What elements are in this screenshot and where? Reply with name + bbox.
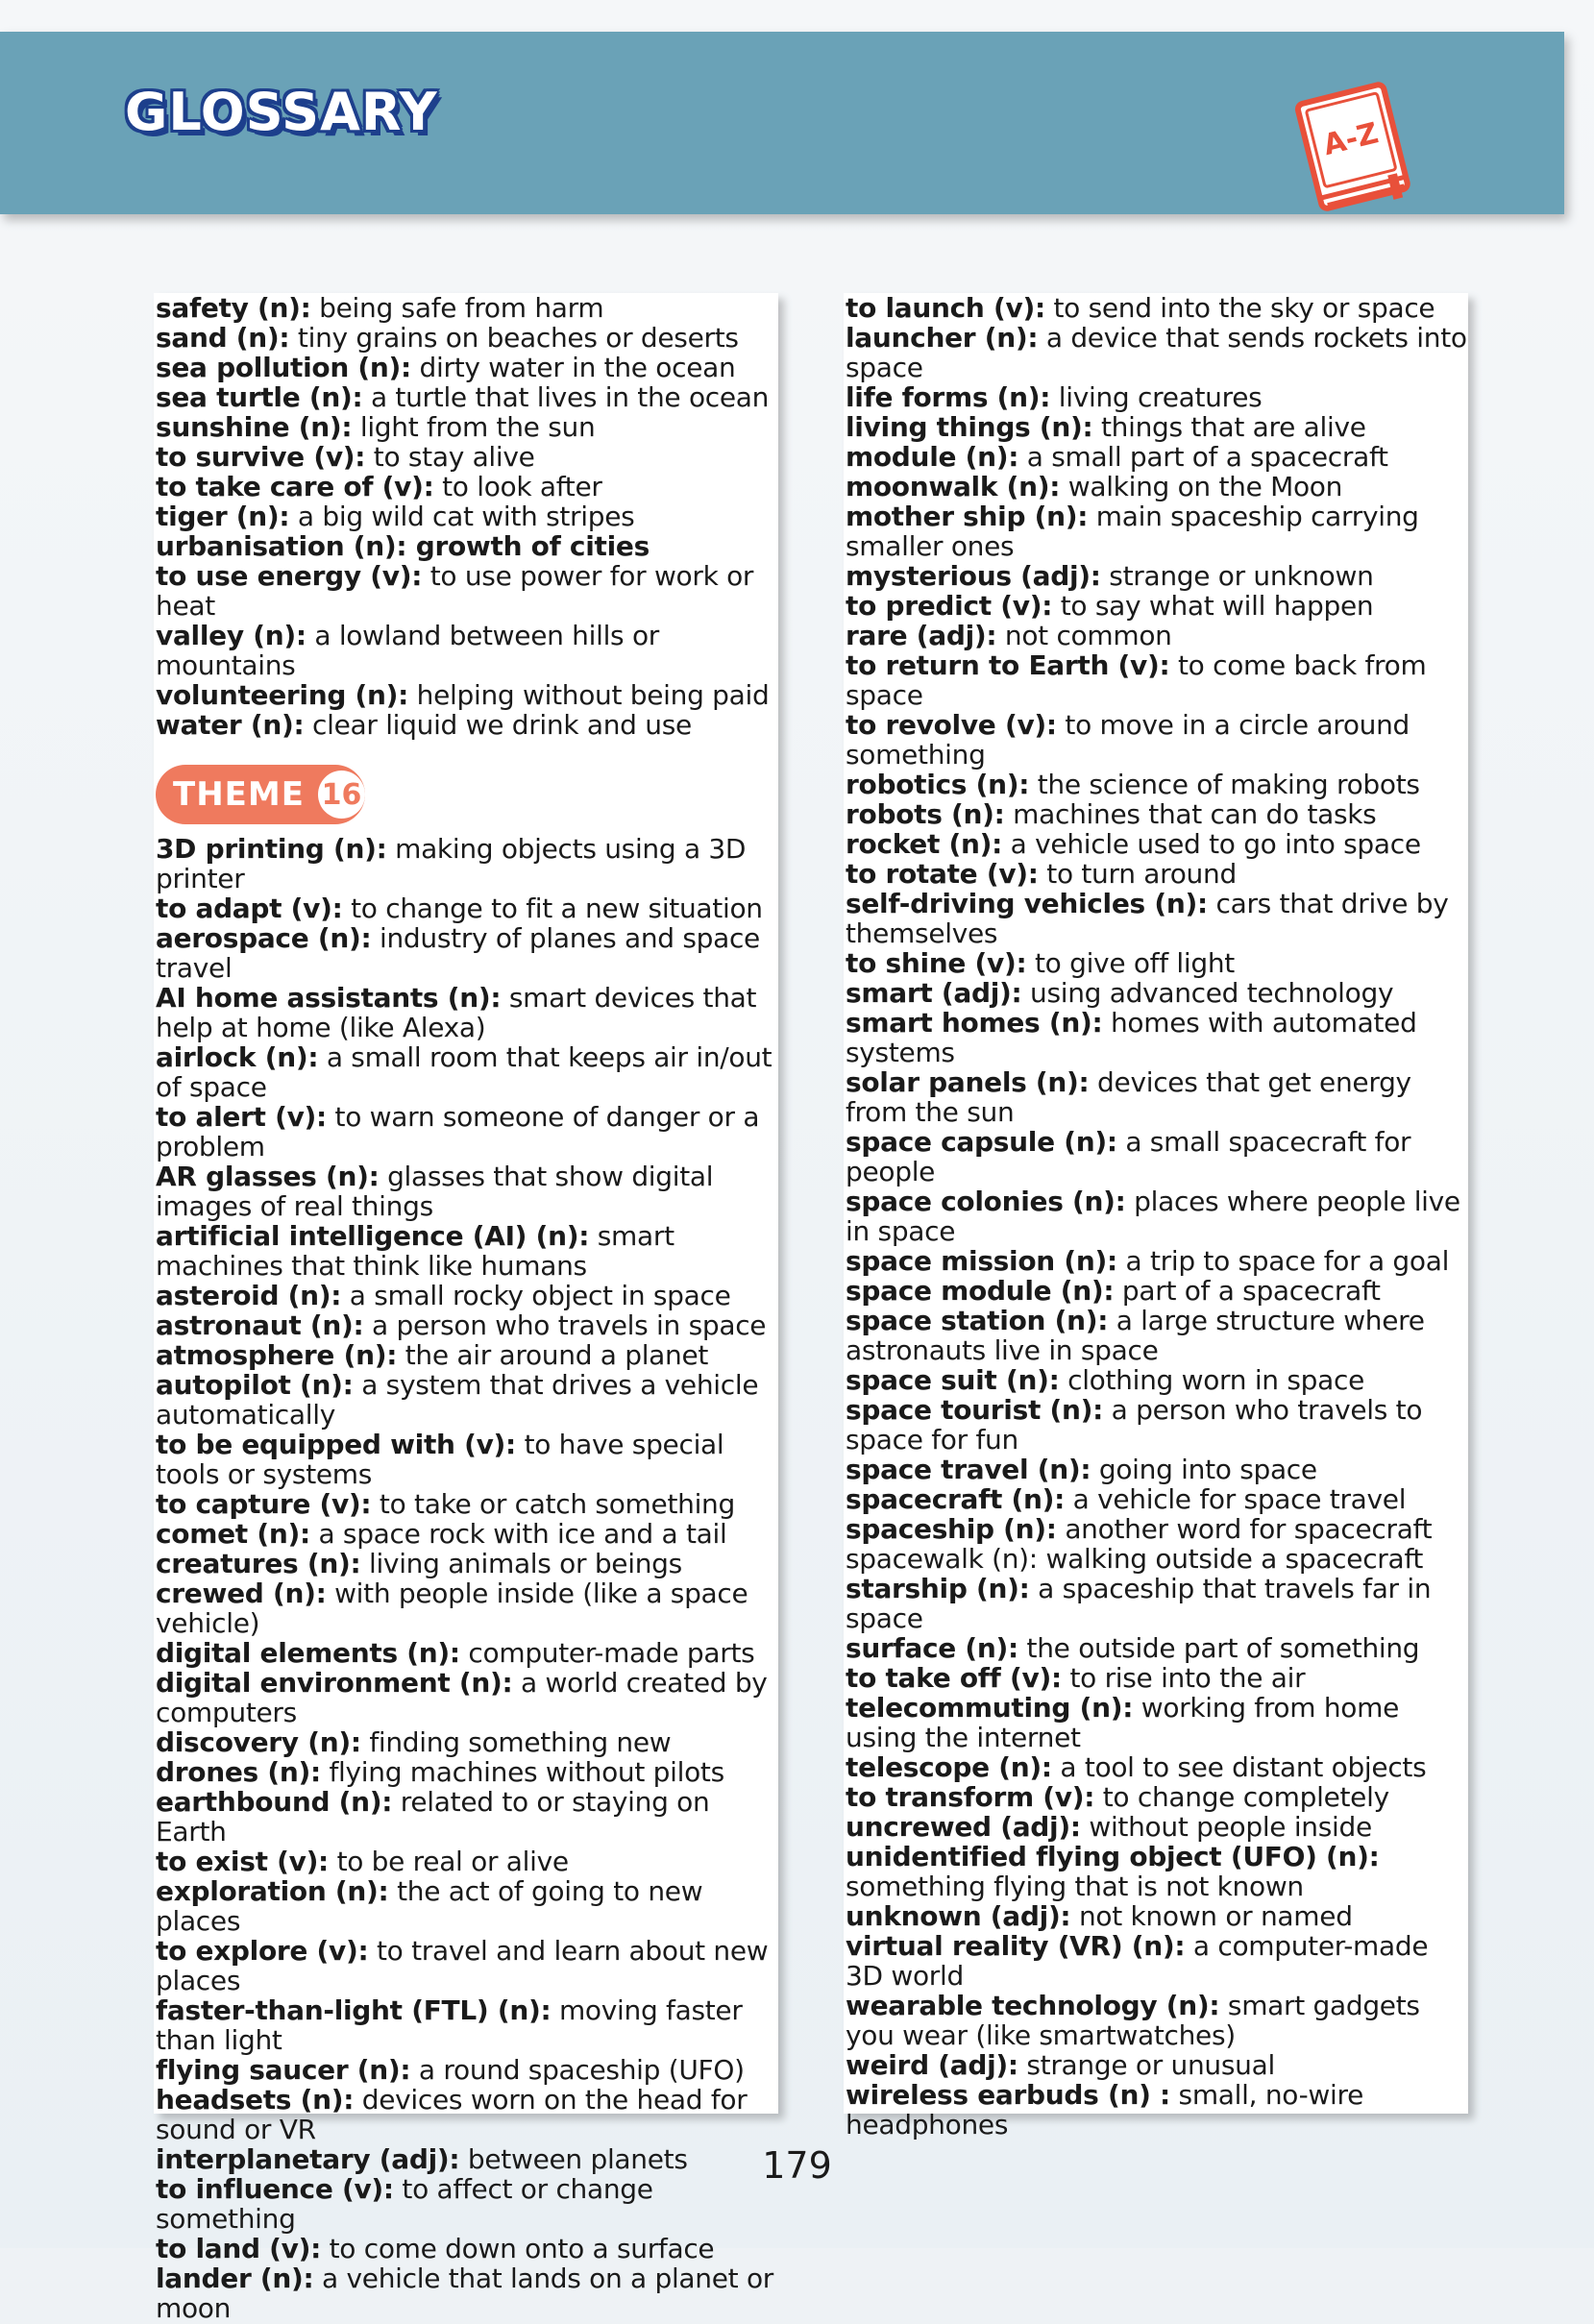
entry-definition: between planets bbox=[459, 2143, 688, 2175]
glossary-entry bbox=[156, 1221, 778, 1281]
entry-definition: not common bbox=[996, 620, 1172, 651]
glossary-entry bbox=[156, 893, 778, 923]
entry-definition: walking on the Moon bbox=[1060, 471, 1343, 502]
entry-term: to alert (v): bbox=[156, 1101, 327, 1133]
entry-definition: places where people live in space bbox=[846, 1186, 1460, 1247]
entry-definition: a vehicle for space travel bbox=[1065, 1483, 1407, 1515]
glossary-entry bbox=[156, 1519, 778, 1549]
entry-definition: a lowland between hills or mountains bbox=[156, 620, 659, 681]
glossary-entry bbox=[846, 412, 1468, 442]
entry-definition: to travel and learn about new places bbox=[156, 1935, 769, 1996]
glossary-entry bbox=[846, 1186, 1468, 1246]
glossary-entry bbox=[846, 1693, 1468, 1752]
entry-term: water (n): bbox=[156, 709, 305, 741]
entry-definition: flying machines without pilots bbox=[320, 1756, 724, 1788]
entry-term: launcher (n): bbox=[846, 322, 1039, 354]
entry-term: weird (adj): bbox=[846, 2049, 1018, 2081]
entry-term: surface (n): bbox=[846, 1632, 1018, 1664]
glossary-entry bbox=[156, 1430, 778, 1489]
entry-term: life forms (n): bbox=[846, 381, 1051, 413]
entry-term: telecommuting (n): bbox=[846, 1692, 1134, 1724]
glossary-entry bbox=[846, 621, 1468, 650]
entry-term: digital environment (n): bbox=[156, 1667, 513, 1699]
glossary-entry bbox=[156, 1847, 778, 1876]
entry-definition: to affect or change something bbox=[156, 2173, 653, 2235]
entry-term: space travel (n): bbox=[846, 1454, 1091, 1485]
entry-definition: a small part of a spacecraft bbox=[1018, 441, 1388, 473]
entry-definition: to send into the sky or space bbox=[1044, 292, 1435, 324]
glossary-entry bbox=[156, 834, 778, 893]
glossary-entry bbox=[156, 1281, 778, 1310]
entry-definition: a person who travels in space bbox=[363, 1309, 767, 1341]
glossary-entry bbox=[156, 983, 778, 1042]
entry-term: airlock (n): bbox=[156, 1041, 319, 1073]
entry-definition: a spaceship that travels far in space bbox=[846, 1573, 1432, 1634]
glossary-entry bbox=[156, 710, 778, 740]
entry-term: creatures (n): bbox=[156, 1548, 361, 1579]
page-number: 179 bbox=[762, 2144, 832, 2187]
entry-definition: a big wild cat with stripes bbox=[289, 501, 635, 532]
entry-term: earthbound (n): bbox=[156, 1786, 393, 1818]
glossary-entry bbox=[846, 799, 1468, 829]
glossary-entry bbox=[846, 1008, 1468, 1067]
entry-definition: to rise into the air bbox=[1061, 1662, 1306, 1694]
right-entry-list bbox=[846, 293, 1468, 2140]
entry-term: AR glasses (n): bbox=[156, 1161, 380, 1192]
entry-term: to be equipped with (v): bbox=[156, 1429, 516, 1460]
entry-definition: making objects using a 3D printer bbox=[156, 833, 747, 894]
glossary-entry bbox=[156, 1310, 778, 1340]
entry-definition: to be real or alive bbox=[328, 1846, 569, 1877]
entry-definition: related to or staying on Earth bbox=[156, 1786, 710, 1847]
entry-definition: small, no-wire headphones bbox=[846, 2079, 1364, 2141]
entry-term: 3D printing (n): bbox=[156, 833, 387, 865]
entry-term: module (n): bbox=[846, 441, 1019, 473]
entry-term: sand (n): bbox=[156, 322, 290, 354]
glossary-entry bbox=[846, 2050, 1468, 2080]
entry-definition: to come back from space bbox=[846, 649, 1427, 711]
entry-term: to influence (v): bbox=[156, 2173, 394, 2205]
glossary-entry bbox=[846, 1842, 1468, 1901]
glossary-entry bbox=[846, 859, 1468, 889]
glossary-entry bbox=[846, 1663, 1468, 1693]
entry-definition: with people inside (like a space vehicle) bbox=[156, 1578, 748, 1639]
entry-term: to take care of (v): bbox=[156, 471, 434, 502]
entry-term: space module (n): bbox=[846, 1275, 1115, 1307]
entry-definition: a space rock with ice and a tail bbox=[309, 1518, 727, 1550]
entry-term: discovery (n): bbox=[156, 1726, 361, 1758]
glossary-entry bbox=[156, 2234, 778, 2263]
entry-definition: to use power for work or heat bbox=[156, 560, 754, 622]
entry-term: lander (n): bbox=[156, 2263, 314, 2294]
entry-term: self-driving vehicles (n): bbox=[846, 888, 1208, 919]
entry-definition: moving faster than light bbox=[156, 1994, 743, 2056]
entry-definition: a large structure where astronauts live in space bbox=[846, 1305, 1425, 1366]
entry-definition: main spaceship carrying smaller ones bbox=[846, 501, 1419, 562]
entry-term: to transform (v): bbox=[846, 1781, 1095, 1813]
entry-definition: a vehicle used to go into space bbox=[1002, 828, 1421, 860]
glossary-entry bbox=[156, 1995, 778, 2055]
entry-term: to take off (v): bbox=[846, 1662, 1062, 1694]
glossary-entry bbox=[846, 770, 1468, 799]
entry-term: to predict (v): bbox=[846, 590, 1053, 622]
entry-definition: a turtle that lives in the ocean bbox=[362, 381, 770, 413]
entry-definition: homes with automated systems bbox=[846, 1007, 1417, 1068]
entry-term: safety (n): bbox=[156, 292, 311, 324]
entry-definition: a tool to see distant objects bbox=[1051, 1751, 1427, 1783]
glossary-entry bbox=[846, 1067, 1468, 1127]
glossary-entry bbox=[156, 412, 778, 442]
entry-definition: going into space bbox=[1091, 1454, 1317, 1485]
entry-definition: something flying that is not known bbox=[846, 1871, 1304, 1902]
entry-term: crewed (n): bbox=[156, 1578, 327, 1609]
glossary-entry bbox=[156, 323, 778, 353]
entry-definition: devices that get energy from the sun bbox=[846, 1066, 1411, 1128]
entry-term: rare (adj): bbox=[846, 620, 997, 651]
entry-definition: to say what will happen bbox=[1052, 590, 1374, 622]
entry-term: tiger (n): bbox=[156, 501, 290, 532]
glossary-entry bbox=[846, 889, 1468, 948]
entry-definition: to stay alive bbox=[365, 441, 535, 473]
glossary-entry bbox=[156, 1757, 778, 1787]
glossary-entry bbox=[156, 1638, 778, 1668]
glossary-entry bbox=[156, 1578, 778, 1638]
entry-definition: a system that drives a vehicle automatically bbox=[156, 1369, 759, 1431]
glossary-entry bbox=[156, 2085, 778, 2144]
entry-term: asteroid (n): bbox=[156, 1280, 342, 1311]
entry-term: to adapt (v): bbox=[156, 893, 343, 924]
glossary-entry bbox=[156, 1370, 778, 1430]
entry-definition: smart gadgets you wear (like smartwatches) bbox=[846, 1990, 1420, 2051]
entry-definition: smart machines that think like humans bbox=[156, 1220, 674, 1282]
entry-definition: being safe from harm bbox=[310, 292, 604, 324]
entry-term: robotics (n): bbox=[846, 769, 1030, 800]
glossary-entry bbox=[156, 1876, 778, 1936]
glossary-entry bbox=[156, 2263, 778, 2323]
dictionary-book-icon bbox=[1287, 75, 1422, 219]
entry-definition: smart devices that help at home (like Alexa) bbox=[156, 982, 757, 1043]
entry-term: space station (n): bbox=[846, 1305, 1109, 1336]
entry-term: sea pollution (n): bbox=[156, 352, 411, 383]
entry-definition: another word for spacecraft bbox=[1056, 1513, 1433, 1545]
entry-term: virtual reality (VR) (n): bbox=[846, 1930, 1186, 1962]
entry-definition: to give off light bbox=[1026, 947, 1235, 979]
entry-definition: to have special tools or systems bbox=[156, 1429, 724, 1490]
entry-term: to revolve (v): bbox=[846, 709, 1057, 741]
entry-definition: the air around a planet bbox=[397, 1339, 709, 1371]
glossary-entry bbox=[846, 1276, 1468, 1306]
entry-term: aerospace (n): bbox=[156, 922, 372, 954]
glossary-entry bbox=[846, 382, 1468, 412]
entry-term: telescope (n): bbox=[846, 1751, 1052, 1783]
glossary-entry bbox=[846, 650, 1468, 710]
glossary-entry bbox=[846, 1574, 1468, 1633]
entry-term: wearable technology (n): bbox=[846, 1990, 1220, 2021]
entry-definition: a small room that keeps air in/out of space bbox=[156, 1041, 772, 1103]
entry-definition: a round spaceship (UFO) bbox=[410, 2054, 745, 2086]
entry-definition: using advanced technology bbox=[1021, 977, 1394, 1009]
entry-definition: not known or named bbox=[1070, 1900, 1353, 1932]
entry-term: drones (n): bbox=[156, 1756, 321, 1788]
glossary-entry bbox=[846, 948, 1468, 978]
entry-term: space mission (n): bbox=[846, 1245, 1117, 1277]
glossary-entry bbox=[846, 323, 1468, 382]
entry-term: to survive (v): bbox=[156, 441, 366, 473]
glossary-entry bbox=[846, 1931, 1468, 1991]
glossary-entry bbox=[846, 1306, 1468, 1365]
entry-definition: machines that can do tasks bbox=[1004, 798, 1377, 830]
entry-definition: a trip to space for a goal bbox=[1116, 1245, 1450, 1277]
entry-term: to exist (v): bbox=[156, 1846, 329, 1877]
page-title: GLOSSARY bbox=[125, 82, 438, 142]
entry-definition: a vehicle that lands on a planet or moon bbox=[156, 2263, 773, 2324]
entry-term: sunshine (n): bbox=[156, 411, 353, 443]
entry-term: solar panels (n): bbox=[846, 1066, 1090, 1098]
entry-term: robots (n): bbox=[846, 798, 1005, 830]
glossary-entry bbox=[846, 561, 1468, 591]
glossary-entry bbox=[846, 1991, 1468, 2050]
entry-term: spaceship (n): bbox=[846, 1513, 1057, 1545]
entry-term: space capsule (n): bbox=[846, 1126, 1117, 1158]
glossary-entry bbox=[846, 1782, 1468, 1812]
entry-definition: a small rocky object in space bbox=[341, 1280, 731, 1311]
glossary-entry bbox=[156, 501, 778, 531]
entry-definition: strange or unknown bbox=[1100, 560, 1374, 592]
entry-definition: the act of going to new places bbox=[156, 1875, 703, 1937]
glossary-entry bbox=[846, 1127, 1468, 1186]
entry-term: unidentified flying object (UFO) (n): bbox=[846, 1841, 1380, 1872]
entry-term: smart homes (n): bbox=[846, 1007, 1103, 1039]
entry-term: to explore (v): bbox=[156, 1935, 369, 1967]
glossary-entry bbox=[156, 472, 778, 501]
entry-definition: working from home using the internet bbox=[846, 1692, 1400, 1753]
entry-definition: things that are alive bbox=[1092, 411, 1366, 443]
entry-term: rocket (n): bbox=[846, 828, 1003, 860]
glossary-entry bbox=[846, 1395, 1468, 1455]
entry-definition: a small spacecraft for people bbox=[846, 1126, 1411, 1187]
entry-term: space tourist (n): bbox=[846, 1394, 1104, 1426]
entry-term: digital elements (n): bbox=[156, 1637, 460, 1669]
glossary-entry bbox=[846, 1901, 1468, 1931]
entry-definition: light from the sun bbox=[352, 411, 596, 443]
entry-definition: clothing worn in space bbox=[1059, 1364, 1364, 1396]
entry-term: living things (n): bbox=[846, 411, 1093, 443]
entry-definition: helping without being paid bbox=[408, 679, 770, 711]
entry-term: headsets (n): bbox=[156, 2084, 355, 2116]
entry-term: flying saucer (n): bbox=[156, 2054, 411, 2086]
glossary-entry bbox=[846, 1752, 1468, 1782]
entry-term: to use energy (v): bbox=[156, 560, 423, 592]
entry-definition: to take or catch something bbox=[371, 1488, 735, 1520]
entry-definition: to come down onto a surface bbox=[321, 2233, 715, 2264]
entry-term: smart (adj): bbox=[846, 977, 1022, 1009]
glossary-column-right bbox=[844, 292, 1468, 2141]
glossary-entry bbox=[156, 442, 778, 472]
glossary-entry bbox=[156, 621, 778, 680]
entry-term: astronaut (n): bbox=[156, 1309, 364, 1341]
entry-definition: the science of making robots bbox=[1029, 769, 1420, 800]
entry-term: artificial intelligence (AI) (n): bbox=[156, 1220, 590, 1252]
glossary-entry bbox=[846, 710, 1468, 770]
glossary-entry bbox=[156, 923, 778, 983]
entry-definition: a device that sends rockets into space bbox=[846, 322, 1467, 383]
entry-term: urbanisation (n): growth of cities bbox=[156, 530, 650, 562]
entry-term: autopilot (n): bbox=[156, 1369, 354, 1401]
entry-term: mother ship (n): bbox=[846, 501, 1089, 532]
glossary-entry bbox=[156, 1668, 778, 1727]
entry-definition: spacewalk (n): walking outside a spacecraft bbox=[846, 1543, 1424, 1575]
entry-definition: a computer-made 3D world bbox=[846, 1930, 1429, 1992]
glossary-entry bbox=[846, 2080, 1468, 2140]
entry-definition: to look after bbox=[433, 471, 602, 502]
entry-term: sea turtle (n): bbox=[156, 381, 363, 413]
glossary-entry bbox=[156, 382, 778, 412]
entry-term: to return to Earth (v): bbox=[846, 649, 1170, 681]
entry-definition: dirty water in the ocean bbox=[410, 352, 736, 383]
glossary-entry bbox=[846, 442, 1468, 472]
glossary-entry bbox=[846, 1812, 1468, 1842]
glossary-entry bbox=[156, 1787, 778, 1847]
glossary-entry bbox=[846, 1365, 1468, 1395]
glossary-entry bbox=[846, 978, 1468, 1008]
glossary-entry bbox=[846, 1514, 1468, 1544]
entry-definition: industry of planes and space travel bbox=[156, 922, 760, 984]
entry-definition: without people inside bbox=[1080, 1811, 1372, 1843]
entry-term: starship (n): bbox=[846, 1573, 1030, 1604]
entry-definition: glasses that show digital images of real things bbox=[156, 1161, 714, 1222]
glossary-entry bbox=[846, 591, 1468, 621]
glossary-entry bbox=[846, 1246, 1468, 1276]
entry-definition: tiny grains on beaches or deserts bbox=[289, 322, 739, 354]
glossary-entry bbox=[846, 1484, 1468, 1514]
theme-number: 16 bbox=[318, 771, 365, 819]
glossary-entry bbox=[156, 561, 778, 621]
glossary-entry bbox=[156, 2055, 778, 2085]
entry-term: exploration (n): bbox=[156, 1875, 389, 1907]
entry-definition: computer-made parts bbox=[459, 1637, 755, 1669]
entry-term: to rotate (v): bbox=[846, 858, 1039, 890]
entry-term: atmosphere (n): bbox=[156, 1339, 398, 1371]
entry-term: faster-than-light (FTL) (n): bbox=[156, 1994, 552, 2026]
entry-definition: living animals or beings bbox=[360, 1548, 682, 1579]
entry-definition: to change completely bbox=[1094, 1781, 1389, 1813]
glossary-entry bbox=[156, 1162, 778, 1221]
glossary-entry bbox=[156, 353, 778, 382]
glossary-entry bbox=[156, 1549, 778, 1578]
entry-term: moonwalk (n): bbox=[846, 471, 1061, 502]
entry-definition: to change to fit a new situation bbox=[342, 893, 763, 924]
entry-definition: to turn around bbox=[1038, 858, 1237, 890]
entry-term: space suit (n): bbox=[846, 1364, 1060, 1396]
entry-term: valley (n): bbox=[156, 620, 307, 651]
entry-definition: clear liquid we drink and use bbox=[304, 709, 692, 741]
glossary-entry bbox=[846, 472, 1468, 501]
glossary-entry bbox=[156, 1489, 778, 1519]
glossary-column-left bbox=[154, 292, 778, 2324]
entry-term: volunteering (n): bbox=[156, 679, 409, 711]
glossary-entry bbox=[156, 1042, 778, 1102]
glossary-entry bbox=[846, 1544, 1468, 1574]
glossary-entry bbox=[846, 293, 1468, 323]
entry-definition: a person who travels to space for fun bbox=[846, 1394, 1423, 1456]
glossary-entry bbox=[846, 1455, 1468, 1484]
glossary-entry bbox=[156, 531, 778, 561]
entry-definition: living creatures bbox=[1050, 381, 1263, 413]
book-icon-label: A-Z bbox=[1319, 116, 1383, 163]
theme-badge bbox=[156, 765, 365, 824]
entry-definition: strange or unusual bbox=[1018, 2049, 1275, 2081]
glossary-entry bbox=[156, 1340, 778, 1370]
entry-definition: part of a spacecraft bbox=[1114, 1275, 1381, 1307]
entry-definition: to warn someone of danger or a problem bbox=[156, 1101, 760, 1162]
entry-term: to capture (v): bbox=[156, 1488, 372, 1520]
glossary-entry bbox=[156, 293, 778, 323]
entry-term: uncrewed (adj): bbox=[846, 1811, 1081, 1843]
glossary-entry bbox=[156, 1727, 778, 1757]
entry-term: wireless earbuds (n) : bbox=[846, 2079, 1170, 2111]
theme-label: THEME bbox=[173, 775, 305, 814]
entry-term: comet (n): bbox=[156, 1518, 310, 1550]
entry-definition: finding something new bbox=[360, 1726, 672, 1758]
entry-term: space colonies (n): bbox=[846, 1186, 1126, 1217]
entry-term: AI home assistants (n): bbox=[156, 982, 502, 1014]
glossary-entry bbox=[846, 829, 1468, 859]
entry-term: unknown (adj): bbox=[846, 1900, 1071, 1932]
entry-term: to land (v): bbox=[156, 2233, 322, 2264]
glossary-entry bbox=[846, 501, 1468, 561]
entry-term: spacecraft (n): bbox=[846, 1483, 1066, 1515]
entry-term: to shine (v): bbox=[846, 947, 1027, 979]
entry-definition: devices worn on the head for sound or VR bbox=[156, 2084, 748, 2145]
glossary-entry bbox=[156, 1936, 778, 1995]
entry-definition: to move in a circle around something bbox=[846, 709, 1410, 771]
entry-definition: a world created by computers bbox=[156, 1667, 768, 1728]
left-entry-list bbox=[156, 293, 778, 2323]
entry-term: interplanetary (adj): bbox=[156, 2143, 460, 2175]
entry-term: mysterious (adj): bbox=[846, 560, 1101, 592]
entry-definition: the outside part of something bbox=[1018, 1632, 1420, 1664]
glossary-entry bbox=[846, 1633, 1468, 1663]
glossary-entry bbox=[156, 1102, 778, 1162]
entry-term: to launch (v): bbox=[846, 292, 1045, 324]
entry-definition: cars that drive by themselves bbox=[846, 888, 1449, 949]
glossary-entry bbox=[156, 680, 778, 710]
